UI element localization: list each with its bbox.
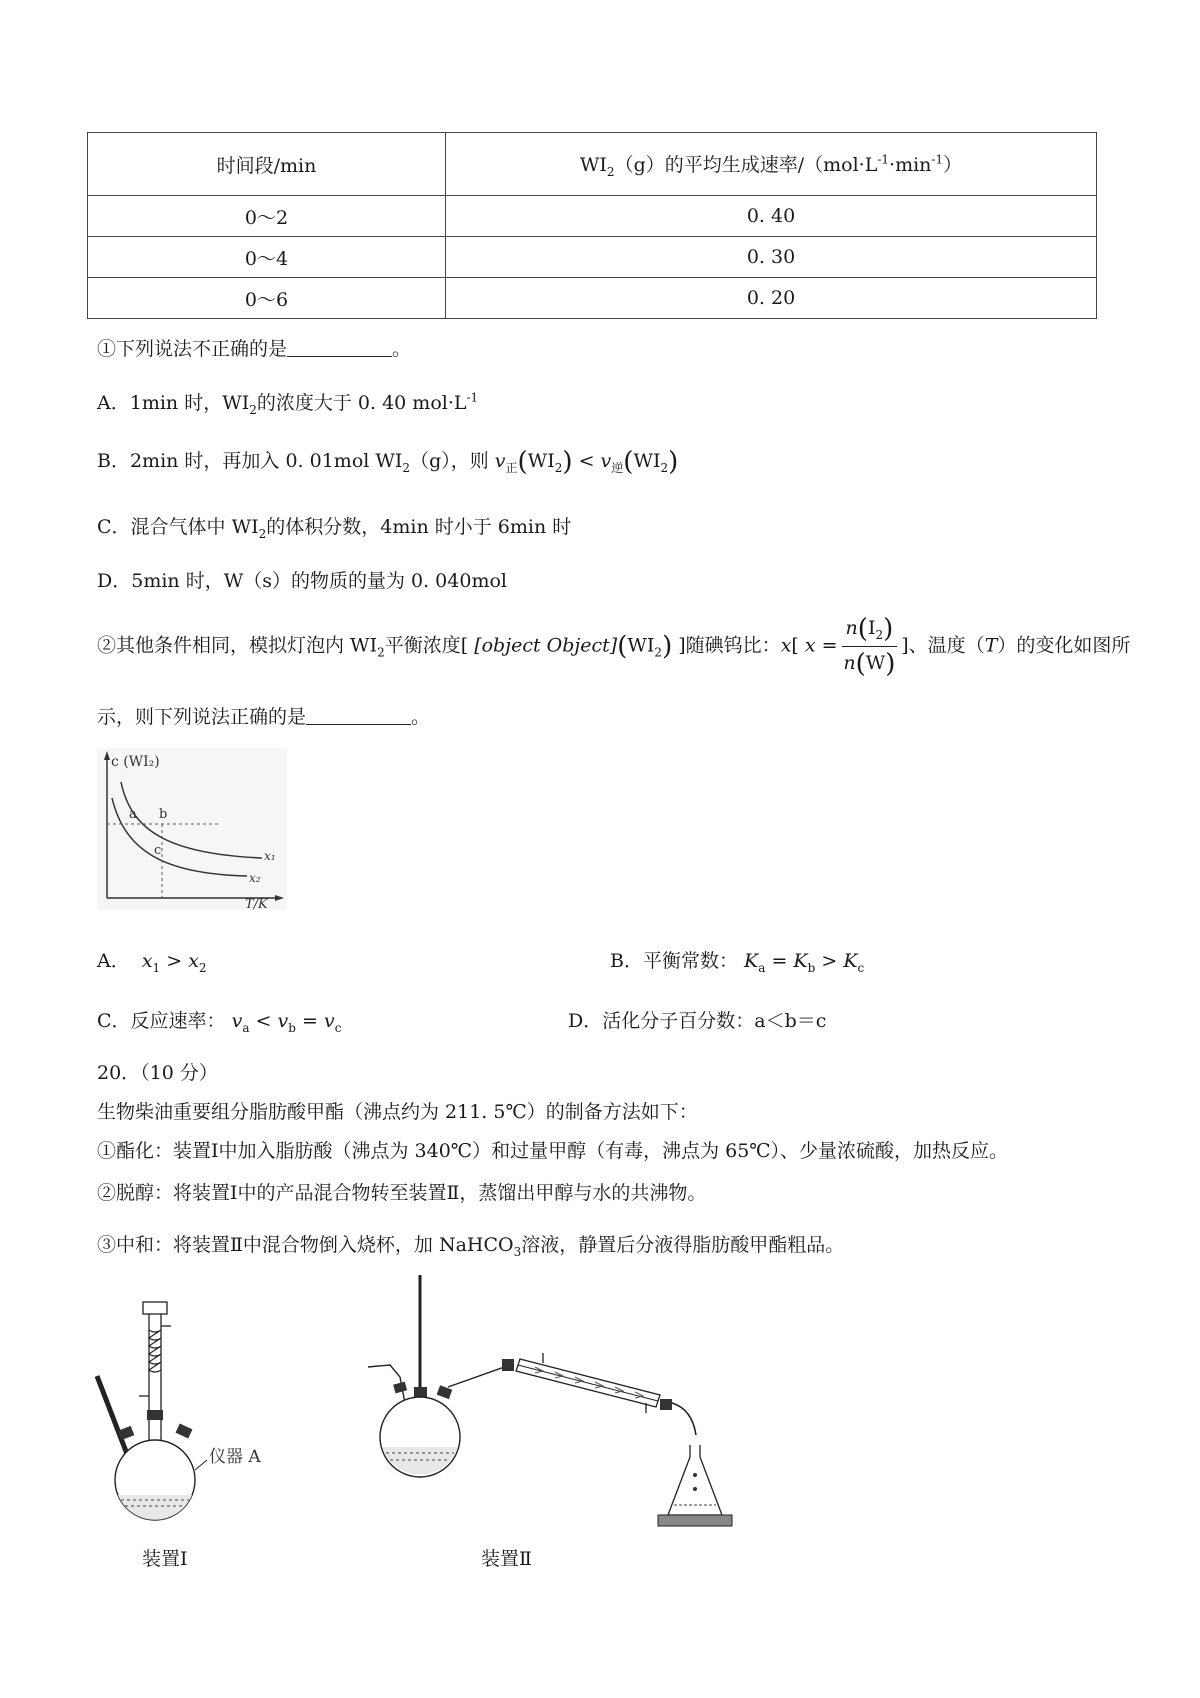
flask-liquid <box>118 1495 192 1520</box>
apparatus-2-diagram <box>360 1275 760 1530</box>
drop <box>693 1487 697 1491</box>
q2-option-c: C．反应速率： $v_a < v_b = v_c$ <box>97 1010 342 1035</box>
inlet-joint <box>393 1382 407 1394</box>
thermometer-joint <box>414 1387 427 1397</box>
apparatus-1-diagram <box>95 1300 295 1530</box>
side-neck-stopper <box>176 1424 193 1439</box>
q1-option-b: B．2min 时，再加入 0. 01mol $WI_2(g)$，则 $v_正(WI_2) < v_逆(WI_2)$ <box>97 447 679 477</box>
ice-bath <box>658 1515 732 1526</box>
q2-option-b: B．平衡常数： $K_a = K_b > K_c$ <box>610 950 865 975</box>
q1-stem: ①下列说法不正确的是 。 <box>97 338 412 360</box>
q2-stem-line1: ②其他条件相同，模拟灯泡内 $WI_2$平衡浓度[ [object $Object](WI_2)$ ]随碘钨比：x[ x = $\frac{n(I_2)}{n(W)}$ ]、温度（T）的变化如图所 <box>97 614 1131 679</box>
condenser-joint-out <box>660 1399 672 1410</box>
q1-option-d: D．5min 时，W（s）的物质的量为 0. 040mol <box>97 570 507 592</box>
concentration-temperature-graph <box>97 748 287 910</box>
condenser-joint-in <box>502 1359 514 1371</box>
rate-table <box>87 132 1097 319</box>
q20-step3: ③中和：将装置Ⅱ中混合物倒入烧杯，加 NaHCO$_3$溶液，静置后分液得脂肪酸甲酯粗品。 <box>97 1234 845 1259</box>
point-b-label: b <box>159 807 168 822</box>
cell-period: 0～6 <box>88 278 446 319</box>
q2-option-a: A． $x_1 > x_2$ <box>97 950 207 975</box>
curve-x2-label: x₂ <box>249 871 261 885</box>
table-row <box>88 237 1097 278</box>
curve-x1-label: x₁ <box>264 849 276 863</box>
q20-step2: ②脱醇：将装置Ⅰ中的产品混合物转至装置Ⅱ，蒸馏出甲醇与水的共沸物。 <box>97 1182 707 1204</box>
table-row <box>88 196 1097 237</box>
q1-option-a: A．1min 时，$WI_2$的浓度大于 0. 40 $mol\cdot L^{-1}$ <box>97 390 479 417</box>
drop <box>693 1473 697 1477</box>
q20-intro: 生物柴油重要组分脂肪酸甲酯（沸点约为 211. 5℃）的制备方法如下： <box>97 1101 698 1123</box>
apparatus-1-label: 装置Ⅰ <box>142 1548 188 1570</box>
condenser-joint <box>147 1410 163 1420</box>
cell-rate: 0. 30 <box>446 237 1097 278</box>
cell-period: 0～4 <box>88 237 446 278</box>
side-arm-joint <box>437 1385 453 1399</box>
x-axis-label: T/K <box>245 897 268 910</box>
cell-rate: 0. 40 <box>446 196 1097 237</box>
point-c-label: c <box>154 843 162 858</box>
adapter-tube <box>672 1403 696 1435</box>
iodine-tungsten-ratio: $\frac{n(I_2)}{n(W)}$ <box>843 614 896 679</box>
q2-option-d: D．活化分子百分数：a＜b＝c <box>568 1010 827 1032</box>
cell-period: 0～2 <box>88 196 446 237</box>
y-axis-label: c (WI₂) <box>111 754 160 770</box>
instrument-pointer <box>195 1460 207 1470</box>
table-header-row <box>88 133 1097 196</box>
side-arm <box>448 1365 510 1387</box>
condenser-coil <box>149 1330 161 1372</box>
q20-step1: ①酯化：装置Ⅰ中加入脂肪酸（沸点为 340℃）和过量甲醇（有毒，沸点为 65℃）、少量浓硫酸，加热反应。 <box>97 1140 1009 1162</box>
q1-option-c: C．混合气体中 $WI_2$的体积分数，4min 时小于 6min 时 <box>97 516 572 541</box>
condenser-top <box>143 1302 167 1314</box>
cell-rate: 0. 20 <box>446 278 1097 319</box>
q20-title: 20．（10 分） <box>97 1062 218 1084</box>
condenser-inner-tube <box>518 1365 658 1401</box>
q2-stem-line2: 示，则下列说法正确的是 。 <box>97 706 431 728</box>
flask-liquid <box>382 1447 458 1475</box>
point-a-label: a <box>129 807 137 822</box>
apparatus-2-label: 装置Ⅱ <box>481 1548 532 1570</box>
table-row <box>88 278 1097 319</box>
answer-blank <box>287 338 392 357</box>
col-header-rate: $WI_2(g)$的平均生成速率$/(mol\cdot L^{-1}\cdot\min^{-1})$ <box>446 133 1097 196</box>
answer-blank <box>306 706 411 725</box>
col-header-period: 时间段/min <box>88 133 446 196</box>
instrument-a-label: 仪器 A <box>209 1447 261 1467</box>
